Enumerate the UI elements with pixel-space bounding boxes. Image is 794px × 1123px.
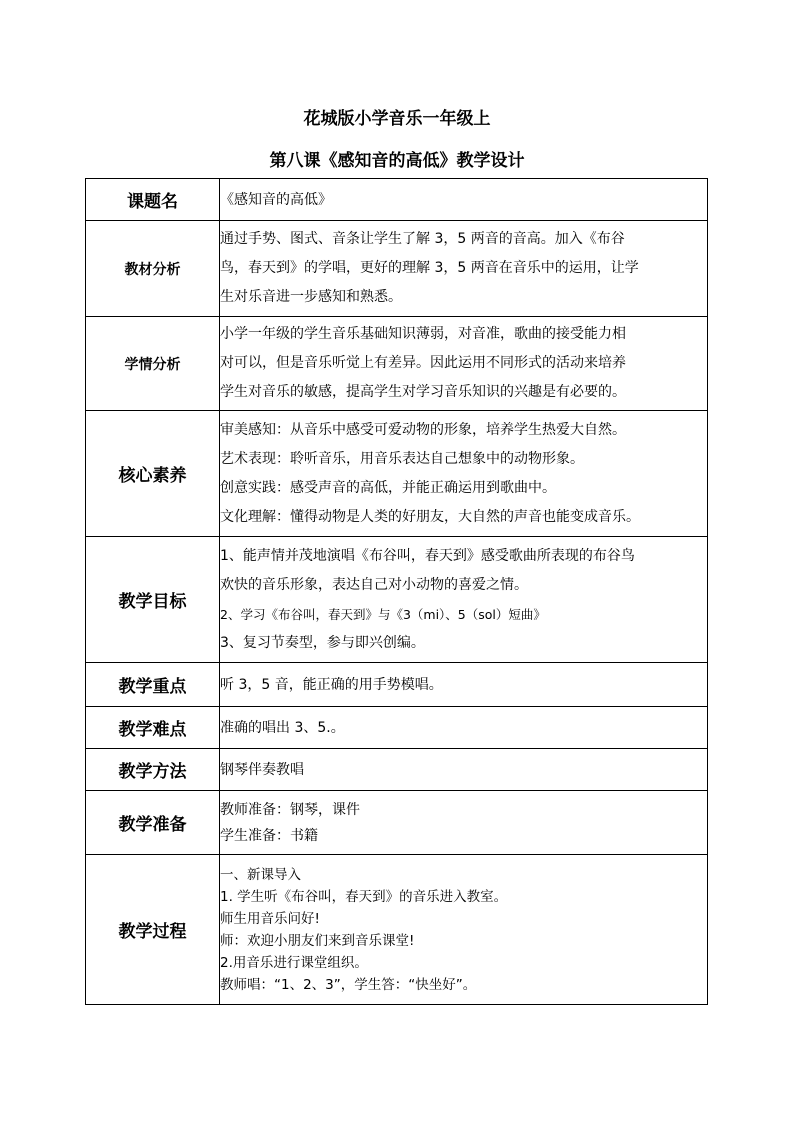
content-topic <box>220 179 708 221</box>
content-line: 创意实践：感受声音的高低，并能正确运用到歌曲中。 <box>220 479 556 496</box>
label-teaching-objectives: 教学目标 <box>86 537 220 663</box>
content-line: 师：欢迎小朋友们来到音乐课堂! <box>220 932 415 949</box>
content-teaching-objectives <box>220 537 708 663</box>
content-line: 欢快的音乐形象，表达自己对小动物的喜爱之情。 <box>220 576 528 593</box>
content-student-analysis <box>220 317 708 411</box>
content-line: 生对乐音进一步感知和熟悉。 <box>220 289 402 305</box>
row-difficult-points <box>86 707 708 749</box>
label-student-analysis: 学情分析 <box>86 317 220 411</box>
content-line: 一、新课导入 <box>220 866 301 883</box>
row-core-literacy <box>86 411 708 537</box>
content-line: 学生对音乐的敏感，提高学生对学习音乐知识的兴趣是有必要的。 <box>220 384 626 400</box>
content-line: 鸟，春天到》的学唱，更好的理解 3，5 两音在音乐中的运用，让学 <box>220 260 639 276</box>
label-teaching-preparation: 教学准备 <box>86 791 220 855</box>
row-key-points <box>86 663 708 707</box>
row-teaching-process <box>86 855 708 1005</box>
content-line: 2.用音乐进行课堂组织。 <box>220 954 368 971</box>
label-teaching-method: 教学方法 <box>86 749 220 791</box>
content-line: 通过手势、图式、音条让学生了解 3，5 两音的音高。加入《布谷 <box>220 231 625 247</box>
content-line: 1、能声情并茂地演唱《布谷叫，春天到》感受歌曲所表现的布谷鸟 <box>220 547 635 564</box>
content-line: 学生准备：书籍 <box>220 827 318 844</box>
content-line: 对可以，但是音乐听觉上有差异。因此运用不同形式的活动来培养 <box>220 355 626 371</box>
content-line: 教师唱：“1、2、3”，学生答：“快坐好”。 <box>220 976 477 993</box>
content-line: 小学一年级的学生音乐基础知识薄弱，对音准，歌曲的接受能力相 <box>220 326 626 342</box>
row-teaching-objectives <box>86 537 708 663</box>
content-difficult-points <box>220 707 708 749</box>
content-line: 师生用音乐问好! <box>220 910 320 927</box>
content-line: 准确的唱出 3、5.。 <box>220 719 345 736</box>
content-line: 审美感知：从音乐中感受可爱动物的形象，培养学生热爱大自然。 <box>220 421 626 438</box>
content-line: 3、复习节奏型，参与即兴创编。 <box>220 634 425 651</box>
content-key-points <box>220 663 708 707</box>
content-line: 钢琴伴奏教唱 <box>220 761 304 778</box>
row-teaching-method <box>86 749 708 791</box>
content-line: 《感知音的高低》 <box>220 191 332 208</box>
label-core-literacy: 核心素养 <box>86 411 220 537</box>
row-material-analysis <box>86 221 708 317</box>
label-topic: 课题名 <box>86 179 220 221</box>
row-teaching-preparation <box>86 791 708 855</box>
label-teaching-process: 教学过程 <box>86 855 220 1005</box>
label-key-points: 教学重点 <box>86 663 220 707</box>
content-line: 听 3，5 音，能正确的用手势模唱。 <box>220 676 443 693</box>
lesson-plan-table <box>85 178 708 1005</box>
document-title: 花城版小学音乐一年级上 <box>303 109 491 129</box>
content-line: 教师准备：钢琴，课件 <box>220 801 360 818</box>
content-material-analysis <box>220 221 708 317</box>
label-difficult-points: 教学难点 <box>86 707 220 749</box>
content-line: 文化理解：懂得动物是人类的好朋友，大自然的声音也能变成音乐。 <box>220 508 640 525</box>
row-topic <box>86 179 708 221</box>
content-line: 艺术表现：聆听音乐，用音乐表达自己想象中的动物形象。 <box>220 450 584 467</box>
content-teaching-preparation <box>220 791 708 855</box>
row-student-analysis <box>86 317 708 411</box>
label-material-analysis: 教材分析 <box>86 221 220 317</box>
content-core-literacy <box>220 411 708 537</box>
content-teaching-process <box>220 855 708 1005</box>
content-line: 2、学习《布谷叫，春天到》与《3（mi）、5（sol）短曲》 <box>220 606 546 622</box>
content-line: 1. 学生听《布谷叫，春天到》的音乐进入教室。 <box>220 888 508 905</box>
document-subtitle: 第八课《感知音的高低》教学设计 <box>269 151 525 171</box>
content-teaching-method <box>220 749 708 791</box>
